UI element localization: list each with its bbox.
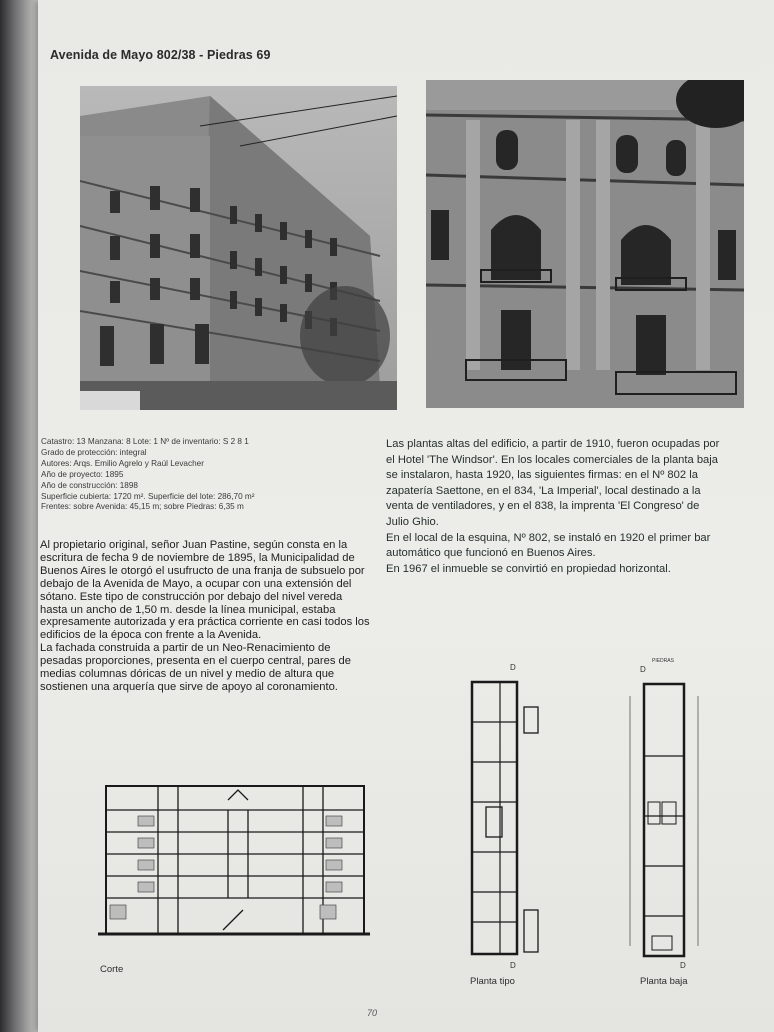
- paragraph: Las plantas altas del edificio, a partir de 1910, fueron ocupadas por el Hotel 'The Windsor'. En los locales comerciales de la planta baja se instalaron, hasta 1920, las siguientes firmas: en el Nº 802 la zapatería Saettone, en el 834, 'La Imperial', local destinado a la venta de ventiladores, y en el 838, la imprenta 'El Congreso' de Julio Ghio.: [386, 438, 720, 528]
- meta-line: Frentes: sobre Avenida: 45,15 m; sobre Piedras: 6,35 m: [41, 502, 244, 512]
- svg-text:D: D: [510, 961, 516, 970]
- svg-text:D: D: [640, 665, 646, 674]
- building-metadata: [41, 437, 371, 513]
- building-photo-left: [80, 86, 397, 410]
- floor-plan-tipo: [462, 662, 542, 972]
- meta-line: Catastro: 13 Manzana: 8 Lote: 1 Nº de inventario: S 2 8 1: [41, 437, 249, 446]
- caption-planta-tipo: Planta tipo: [470, 976, 515, 987]
- paragraph: La fachada construida a partir de un Neo-Renacimiento de pesadas proporciones, presenta en el cuerpo central, pares de medias columnas dóricas de un nivel y medio de altura que sostienen una arquería que sirve de apoyo al coronamiento.: [40, 642, 351, 693]
- meta-line: Autores: Arqs. Emilio Agrelo y Raúl Levacher: [41, 458, 204, 468]
- caption-planta-baja: Planta baja: [640, 976, 688, 987]
- meta-line: Superficie cubierta: 1720 m². Superficie del lote: 286,70 m²: [41, 491, 255, 501]
- floor-plan-baja: [622, 656, 710, 974]
- body-text-right: [386, 437, 721, 577]
- meta-line: Grado de protección: integral: [41, 447, 147, 457]
- caption-corte: Corte: [100, 964, 124, 975]
- paragraph: En 1967 el inmueble se convirtió en propiedad horizontal.: [386, 562, 671, 575]
- svg-text:D: D: [680, 961, 686, 970]
- page-number: 70: [367, 1008, 378, 1018]
- svg-text:D: D: [510, 663, 516, 672]
- meta-line: Año de proyecto: 1895: [41, 469, 124, 479]
- street-label-piedras: PIEDRAS: [652, 658, 674, 664]
- book-spine: [0, 0, 42, 1032]
- paragraph: En el local de la esquina, Nº 802, se instaló en 1920 el primer bar automático que funcionó en Buenos Aires.: [386, 531, 711, 560]
- body-text-left: [40, 539, 370, 694]
- building-photo-right: [426, 80, 744, 408]
- meta-line: Año de construcción: 1898: [41, 480, 138, 490]
- page-title: Avenida de Mayo 802/38 - Piedras 69: [50, 48, 271, 62]
- section-drawing-corte: [98, 780, 370, 960]
- paragraph: Al propietario original, señor Juan Pastine, según consta en la escritura de fecha 9 de noviembre de 1895, la Municipalidad de Buenos Aires le otorgó el usufructo de una franja de subsuelo por debajo de la Avenida de Mayo, a ocupar con una extensión del sótano. Este tipo de construcción por debajo del nivel vereda hasta un ancho de 1,50 m. desde la línea municipal, estaba expresamente autorizada y era práctica corriente en casi todos los edificios de la época con frente a la Avenida.: [40, 539, 370, 642]
